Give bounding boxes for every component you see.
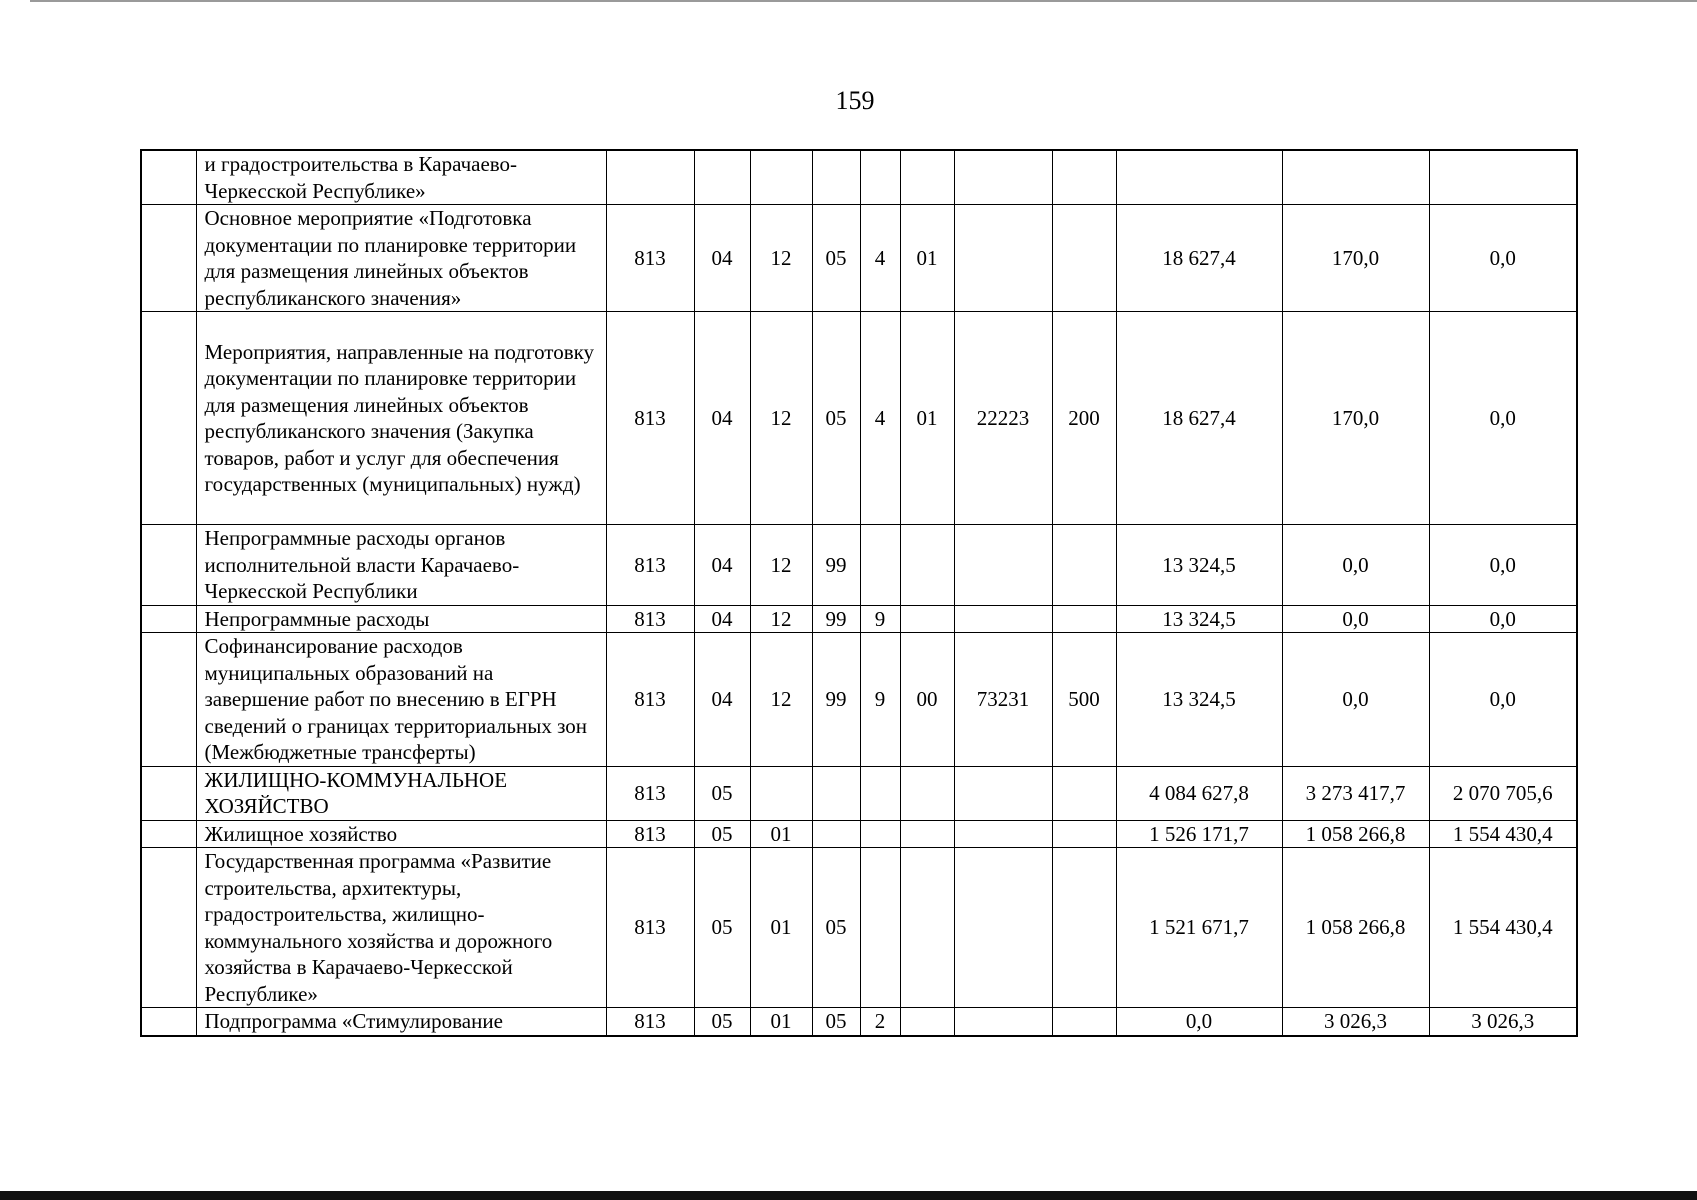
cell-section: 05	[694, 766, 750, 820]
cell-direction	[954, 848, 1052, 1008]
cell-expense-type	[1052, 205, 1116, 312]
row-number-cell	[141, 312, 196, 525]
cell-expense-type	[1052, 605, 1116, 633]
row-number-cell	[141, 633, 196, 767]
cell-amount-2: 1 058 266,8	[1282, 820, 1429, 848]
table-row	[141, 1008, 1577, 1036]
row-number-cell	[141, 766, 196, 820]
cell-expense-type	[1052, 1008, 1116, 1036]
cell-ministry: 813	[606, 525, 694, 606]
cell-measure: 01	[900, 312, 954, 525]
row-number-cell	[141, 848, 196, 1008]
cell-amount-1: 4 084 627,8	[1116, 766, 1282, 820]
cell-ministry: 813	[606, 312, 694, 525]
cell-subsection: 12	[750, 205, 812, 312]
cell-subprogram: 4	[860, 205, 900, 312]
row-number-cell	[141, 1008, 196, 1036]
cell-subsection: 12	[750, 605, 812, 633]
table-row	[141, 150, 1577, 205]
cell-amount-1: 1 521 671,7	[1116, 848, 1282, 1008]
row-number-cell	[141, 605, 196, 633]
table-row	[141, 848, 1577, 1008]
cell-section: 05	[694, 1008, 750, 1036]
cell-name: ЖИЛИЩНО-КОММУНАЛЬНОЕ ХОЗЯЙСТВО	[196, 766, 606, 820]
cell-subsection: 01	[750, 848, 812, 1008]
cell-section: 04	[694, 205, 750, 312]
cell-measure	[900, 766, 954, 820]
cell-amount-3: 2 070 705,6	[1429, 766, 1577, 820]
cell-ministry: 813	[606, 820, 694, 848]
cell-amount-3: 0,0	[1429, 633, 1577, 767]
cell-section: 05	[694, 848, 750, 1008]
cell-program: 99	[812, 525, 860, 606]
cell-subprogram	[860, 848, 900, 1008]
cell-section: 04	[694, 605, 750, 633]
cell-amount-2: 0,0	[1282, 633, 1429, 767]
cell-ministry: 813	[606, 848, 694, 1008]
cell-name: Подпрограмма «Стимулирование	[196, 1008, 606, 1036]
cell-expense-type	[1052, 820, 1116, 848]
cell-amount-2: 170,0	[1282, 205, 1429, 312]
cell-amount-1	[1116, 150, 1282, 205]
cell-measure	[900, 1008, 954, 1036]
cell-ministry: 813	[606, 1008, 694, 1036]
cell-ministry: 813	[606, 633, 694, 767]
cell-amount-1: 1 526 171,7	[1116, 820, 1282, 848]
row-number-cell	[141, 820, 196, 848]
table-row	[141, 205, 1577, 312]
cell-program: 05	[812, 848, 860, 1008]
cell-amount-3: 3 026,3	[1429, 1008, 1577, 1036]
cell-amount-3	[1429, 150, 1577, 205]
cell-direction	[954, 605, 1052, 633]
table-body	[141, 150, 1577, 1036]
cell-expense-type: 200	[1052, 312, 1116, 525]
scan-edge-bottom	[0, 1191, 1697, 1200]
cell-expense-type	[1052, 150, 1116, 205]
cell-subprogram	[860, 820, 900, 848]
cell-amount-3: 1 554 430,4	[1429, 848, 1577, 1008]
cell-name: и градостроительства в Карачаево-Черкесской Республике»	[196, 150, 606, 205]
cell-amount-2	[1282, 150, 1429, 205]
cell-amount-3: 0,0	[1429, 205, 1577, 312]
cell-amount-2: 3 026,3	[1282, 1008, 1429, 1036]
cell-measure	[900, 848, 954, 1008]
cell-program	[812, 766, 860, 820]
cell-direction	[954, 766, 1052, 820]
cell-measure	[900, 605, 954, 633]
cell-subsection: 12	[750, 633, 812, 767]
cell-subsection: 12	[750, 312, 812, 525]
cell-direction	[954, 820, 1052, 848]
cell-direction	[954, 205, 1052, 312]
cell-direction: 22223	[954, 312, 1052, 525]
row-number-cell	[141, 525, 196, 606]
cell-amount-2: 1 058 266,8	[1282, 848, 1429, 1008]
cell-ministry	[606, 150, 694, 205]
cell-amount-2: 0,0	[1282, 605, 1429, 633]
cell-subprogram: 9	[860, 633, 900, 767]
cell-subsection: 01	[750, 1008, 812, 1036]
cell-amount-3: 0,0	[1429, 525, 1577, 606]
cell-direction	[954, 150, 1052, 205]
cell-program: 05	[812, 312, 860, 525]
cell-amount-2: 170,0	[1282, 312, 1429, 525]
cell-section	[694, 150, 750, 205]
cell-name: Жилищное хозяйство	[196, 820, 606, 848]
cell-measure: 00	[900, 633, 954, 767]
cell-subprogram	[860, 525, 900, 606]
cell-subprogram: 2	[860, 1008, 900, 1036]
cell-program: 99	[812, 633, 860, 767]
cell-amount-2: 0,0	[1282, 525, 1429, 606]
cell-expense-type: 500	[1052, 633, 1116, 767]
cell-amount-2: 3 273 417,7	[1282, 766, 1429, 820]
cell-expense-type	[1052, 525, 1116, 606]
row-number-cell	[141, 150, 196, 205]
cell-measure: 01	[900, 205, 954, 312]
cell-direction: 73231	[954, 633, 1052, 767]
cell-name: Непрограммные расходы органов исполнительной власти Карачаево-Черкесской Республики	[196, 525, 606, 606]
cell-amount-1: 18 627,4	[1116, 205, 1282, 312]
cell-amount-1: 13 324,5	[1116, 605, 1282, 633]
cell-amount-3: 0,0	[1429, 312, 1577, 525]
cell-ministry: 813	[606, 766, 694, 820]
cell-name: Софинансирование расходов муниципальных образований на завершение работ по внесению в ЕГРН сведений о границах территориальных зон (Межбюджетные трансферты)	[196, 633, 606, 767]
cell-program: 99	[812, 605, 860, 633]
cell-amount-3: 1 554 430,4	[1429, 820, 1577, 848]
cell-name: Государственная программа «Развитие строительства, архитектуры, градостроительства, жилищно-коммунального хозяйства и дорожного хозяйства в Карачаево-Черкесской Республике»	[196, 848, 606, 1008]
row-number-cell	[141, 205, 196, 312]
cell-program: 05	[812, 205, 860, 312]
cell-program	[812, 150, 860, 205]
cell-name: Мероприятия, направленные на подготовку документации по планировке территории для размещения линейных объектов республиканского значения (Закупка товаров, работ и услуг для обеспечения государственных (муниципальных) нужд)	[196, 312, 606, 525]
cell-program	[812, 820, 860, 848]
table-row	[141, 525, 1577, 606]
cell-section: 04	[694, 525, 750, 606]
table-row	[141, 312, 1577, 525]
cell-amount-3: 0,0	[1429, 605, 1577, 633]
cell-amount-1: 13 324,5	[1116, 525, 1282, 606]
cell-expense-type	[1052, 848, 1116, 1008]
cell-subsection	[750, 150, 812, 205]
cell-direction	[954, 525, 1052, 606]
cell-subsection: 01	[750, 820, 812, 848]
budget-table	[140, 149, 1578, 1037]
cell-direction	[954, 1008, 1052, 1036]
cell-amount-1: 13 324,5	[1116, 633, 1282, 767]
cell-section: 05	[694, 820, 750, 848]
cell-section: 04	[694, 633, 750, 767]
cell-section: 04	[694, 312, 750, 525]
table-row	[141, 633, 1577, 767]
cell-subsection: 12	[750, 525, 812, 606]
table-row	[141, 605, 1577, 633]
cell-measure	[900, 525, 954, 606]
cell-ministry: 813	[606, 205, 694, 312]
cell-subprogram	[860, 150, 900, 205]
scan-edge-top	[30, 0, 1697, 2]
cell-subprogram: 9	[860, 605, 900, 633]
page-number: 159	[835, 86, 875, 115]
cell-name: Основное мероприятие «Подготовка документации по планировке территории для размещения линейных объектов республиканского значения»	[196, 205, 606, 312]
cell-measure	[900, 150, 954, 205]
cell-amount-1: 0,0	[1116, 1008, 1282, 1036]
cell-subprogram	[860, 766, 900, 820]
cell-name: Непрограммные расходы	[196, 605, 606, 633]
cell-amount-1: 18 627,4	[1116, 312, 1282, 525]
table-row	[141, 820, 1577, 848]
cell-measure	[900, 820, 954, 848]
cell-ministry: 813	[606, 605, 694, 633]
table-row	[141, 766, 1577, 820]
cell-subprogram: 4	[860, 312, 900, 525]
cell-subsection	[750, 766, 812, 820]
cell-program: 05	[812, 1008, 860, 1036]
cell-expense-type	[1052, 766, 1116, 820]
